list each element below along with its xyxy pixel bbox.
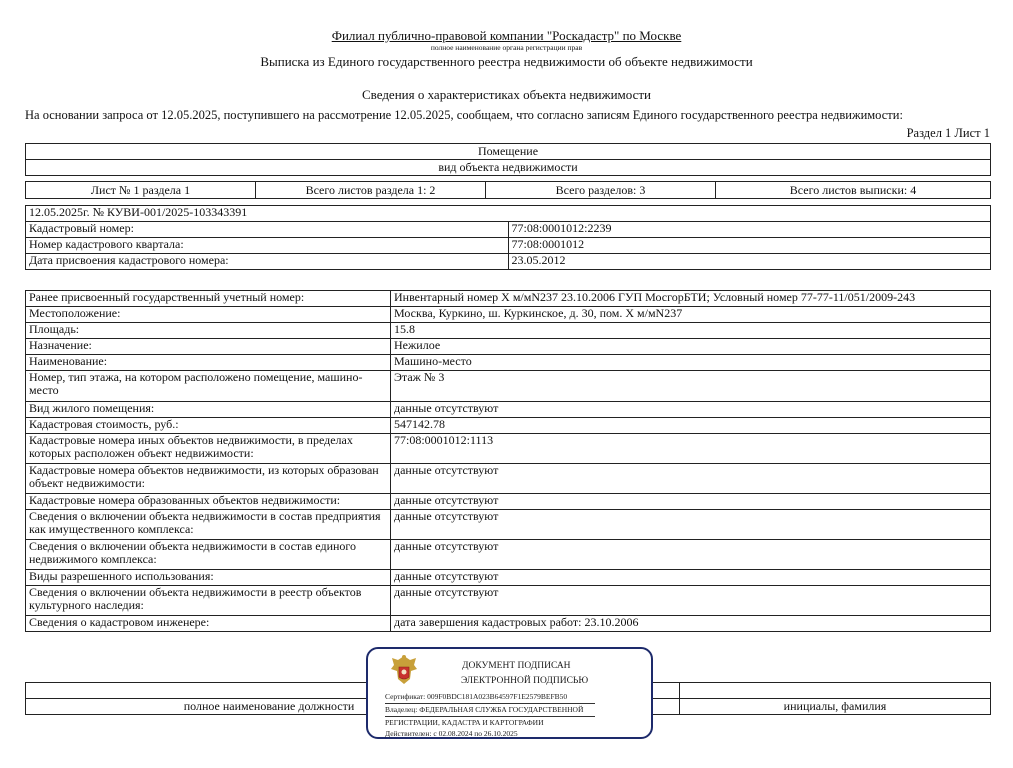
- stamp-certificate: Сертификат: 009F0BDC181A023B64597F1E2579BEFB50: [385, 692, 568, 701]
- org-name: Филиал публично-правовой компании "Роскадастр" по Москве: [331, 28, 682, 43]
- total-section-sheets: Всего листов раздела 1: 2: [256, 182, 486, 199]
- stamp-line2: ЭЛЕКТРОННОЙ ПОДПИСЬЮ: [461, 676, 589, 686]
- field-label: Ранее присвоенный государственный учетный номер:: [26, 291, 391, 307]
- field-label: Номер, тип этажа, на котором расположено помещение, машино-место: [26, 371, 391, 402]
- field-label: Дата присвоения кадастрового номера:: [26, 254, 509, 270]
- field-label: Кадастровые номера образованных объектов недвижимости:: [26, 494, 391, 510]
- field-label: Кадастровый номер:: [26, 222, 509, 238]
- field-label: Вид жилого помещения:: [26, 402, 391, 418]
- field-value: Машино-место: [391, 355, 991, 371]
- field-label: Наименование:: [26, 355, 391, 371]
- field-value: 23.05.2012: [508, 254, 991, 270]
- field-label: Сведения о включении объекта недвижимости в состав единого недвижимого комплекса:: [26, 540, 391, 570]
- field-label: Номер кадастрового квартала:: [26, 238, 509, 254]
- field-label: Местоположение:: [26, 307, 391, 323]
- field-label: Сведения о включении объекта недвижимости в состав предприятия как имущественного комплекса:: [26, 510, 391, 540]
- field-label: Сведения о включении объекта недвижимости в реестр объектов культурного наследия:: [26, 586, 391, 616]
- field-value: 15.8: [391, 323, 991, 339]
- field-value: 77:08:0001012:2239: [508, 222, 991, 238]
- total-sections: Всего разделов: 3: [486, 182, 716, 199]
- basis-text: На основании запроса от 12.05.2025, поступившего на рассмотрение 12.05.2025, сообщаем, что согласно записям Единого государственного реестра недвижимости:: [25, 108, 903, 122]
- sheet-number: Лист № 1 раздела 1: [26, 182, 256, 199]
- stamp-line1: ДОКУМЕНТ ПОДПИСАН: [462, 661, 571, 671]
- object-type: Помещение: [26, 144, 991, 160]
- e-signature-stamp: [366, 647, 653, 739]
- field-value: 77:08:0001012: [508, 238, 991, 254]
- extract-date-number: 12.05.2025г. № КУВИ-001/2025-103343391: [26, 206, 991, 222]
- field-label: Кадастровые номера иных объектов недвижимости, в пределах которых расположен объект недвижимости:: [26, 434, 391, 464]
- field-value: данные отсутствуют: [391, 586, 991, 616]
- ids-table: [25, 205, 991, 270]
- field-value: дата завершения кадастровых работ: 23.10.2006: [391, 616, 991, 632]
- stamp-valid: Действителен: с 02.08.2024 по 26.10.2025: [385, 729, 518, 738]
- field-value: Москва, Куркино, ш. Куркинское, д. 30, пом. Х м/мN237: [391, 307, 991, 323]
- section-title: Сведения о характеристиках объекта недвижимости: [361, 87, 652, 102]
- field-value: данные отсутствуют: [391, 494, 991, 510]
- stamp-owner1: Владелец: ФЕДЕРАЛЬНАЯ СЛУЖБА ГОСУДАРСТВЕННОЙ: [385, 705, 584, 714]
- page-ref: Раздел 1 Лист 1: [906, 126, 990, 140]
- stamp-owner2: РЕГИСТРАЦИИ, КАДАСТРА И КАРТОГРАФИИ: [385, 718, 544, 727]
- field-label: Виды разрешенного использования:: [26, 570, 391, 586]
- sheets-table: [25, 181, 991, 199]
- field-value: данные отсутствуют: [391, 570, 991, 586]
- field-value: данные отсутствуют: [391, 540, 991, 570]
- field-value: Этаж № 3: [391, 371, 991, 402]
- field-value: 547142.78: [391, 418, 991, 434]
- position-caption: полное наименование должности: [26, 699, 513, 715]
- field-label: Сведения о кадастровом инженере:: [26, 616, 391, 632]
- field-value: Нежилое: [391, 339, 991, 355]
- name-caption: инициалы, фамилия: [680, 699, 991, 715]
- field-value: 77:08:0001012:1113: [391, 434, 991, 464]
- object-type-table: [25, 143, 991, 176]
- field-label: Площадь:: [26, 323, 391, 339]
- eagle-emblem-icon: [388, 653, 420, 687]
- field-label: Кадастровые номера объектов недвижимости, из которых образован объект недвижимости:: [26, 464, 391, 494]
- field-value: Инвентарный номер Х м/мN237 23.10.2006 ГУП МосгорБТИ; Условный номер 77-77-11/051/2009-243: [391, 291, 991, 307]
- field-label: Назначение:: [26, 339, 391, 355]
- field-value: данные отсутствуют: [391, 402, 991, 418]
- field-value: данные отсутствуют: [391, 510, 991, 540]
- total-extract-sheets: Всего листов выписки: 4: [716, 182, 991, 199]
- object-type-caption: вид объекта недвижимости: [26, 160, 991, 176]
- field-label: Кадастровая стоимость, руб.:: [26, 418, 391, 434]
- field-value: данные отсутствуют: [391, 464, 991, 494]
- details-table: [25, 290, 991, 632]
- doc-title: Выписка из Единого государственного реестра недвижимости об объекте недвижимости: [260, 54, 753, 69]
- org-caption: полное наименование органа регистрации прав: [430, 43, 583, 52]
